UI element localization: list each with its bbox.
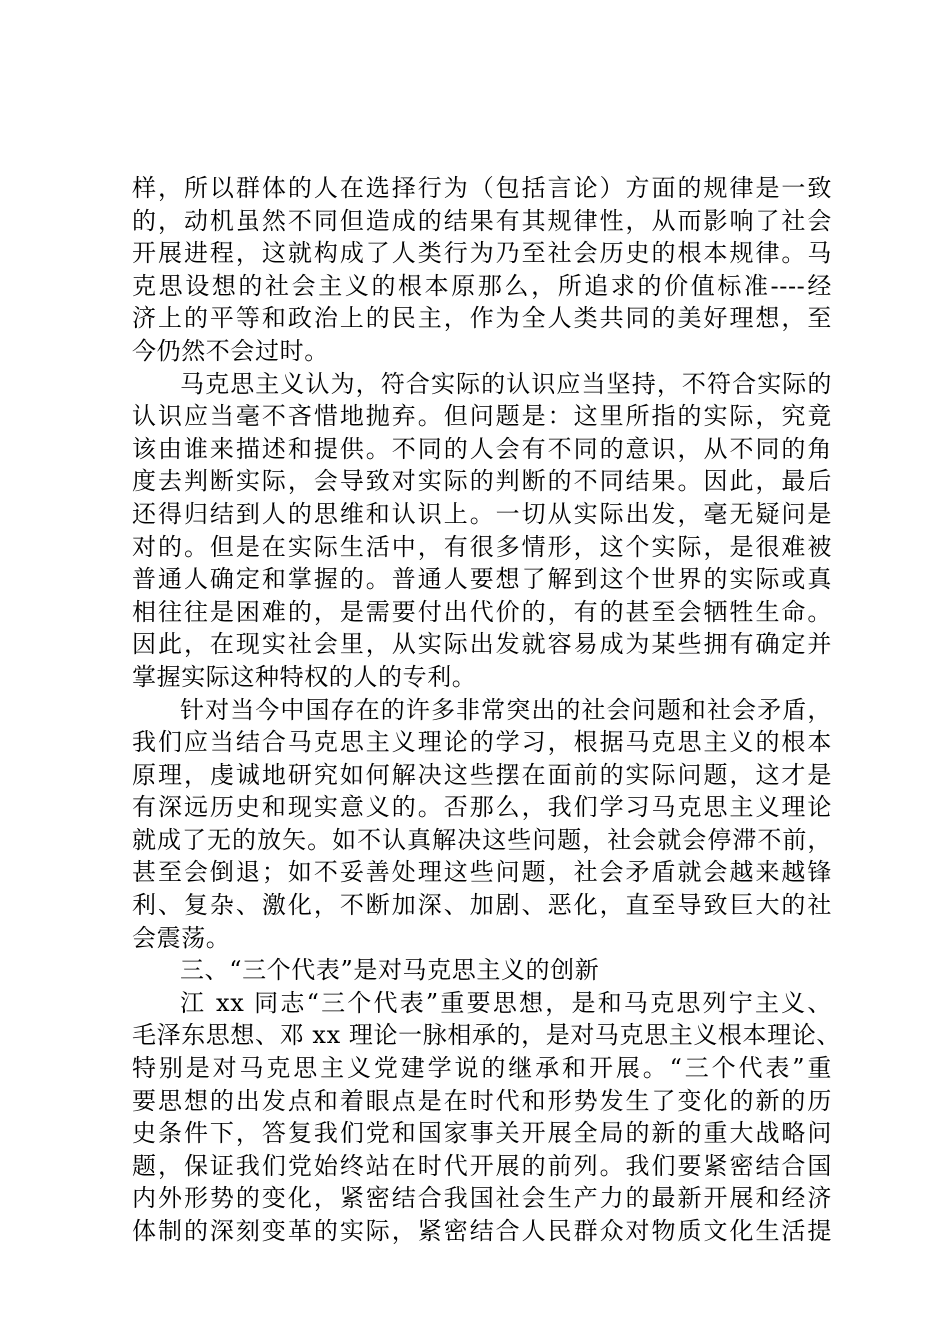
- text-line: 毛泽东思想、邓 xx 理论一脉相承的，是对马克思主义根本理论、: [132, 1021, 841, 1050]
- text-line: 马克思主义认为，符合实际的认识应当坚持，不符合实际的: [180, 369, 832, 398]
- text-line: 要思想的出发点和着眼点是在时代和形势发生了变化的新的历: [132, 1086, 832, 1115]
- text-line: 度去判断实际，会导致对实际的判断的不同结果。因此，最后: [132, 467, 832, 496]
- text-line: 就成了无的放矢。如不认真解决这些问题，社会就会停滞不前，: [132, 825, 832, 854]
- text-line: 有深远历史和现实意义的。否那么，我们学习马克思主义理论: [132, 793, 832, 822]
- text-line: 会震荡。: [132, 923, 231, 952]
- text-line: 因此，在现实社会里，从实际出发就容易成为某些拥有确定并: [132, 630, 832, 659]
- text-line: 的，动机虽然不同但造成的结果有其规律性，从而影响了社会: [132, 206, 832, 235]
- document-page: [132, 172, 841, 1248]
- text-line: 相往往是困难的，是需要付出代价的，有的甚至会牺牲生命。: [132, 597, 832, 626]
- text-line: 我们应当结合马克思主义理论的学习，根据马克思主义的根本: [132, 728, 832, 757]
- text-line: 掌握实际这种特权的人的专利。: [132, 662, 477, 691]
- text-line: 原理，虔诚地研究如何解决这些摆在面前的实际问题，这才是: [132, 760, 832, 789]
- text-line: 史条件下，答复我们党和国家事关开展全局的新的重大战略问: [132, 1119, 832, 1148]
- text-line: 对的。但是在实际生活中，有很多情形，这个实际，是很难被: [132, 532, 832, 561]
- text-line: 还得归结到人的思维和认识上。一切从实际出发，毫无疑问是: [132, 499, 832, 528]
- text-line: 体制的深刻变革的实际，紧密结合人民群众对物质文化生活提: [132, 1217, 832, 1245]
- text-line: 克思设想的社会主义的根本原那么，所追求的价值标准----经: [132, 271, 832, 300]
- text-line: 题，保证我们党始终站在时代开展的前列。我们要紧密结合国: [132, 1151, 832, 1180]
- text-line: 甚至会倒退；如不妥善处理这些问题，社会矛盾就会越来越锋: [132, 858, 832, 887]
- text-line: 江 xx 同志“三个代表”重要思想，是和马克思列宁主义、: [180, 988, 832, 1017]
- text-line: 特别是对马克思主义党建学说的继承和开展。“三个代表”重: [132, 1054, 832, 1083]
- text-line: 样，所以群体的人在选择行为（包括言论）方面的规律是一致: [132, 174, 832, 202]
- text-line: 认识应当毫不吝惜地抛弃。但问题是：这里所指的实际，究竟: [132, 402, 832, 431]
- text-line: 利、复杂、激化，不断加深、加剧、恶化，直至导致巨大的社: [132, 891, 832, 920]
- text-line: 今仍然不会过时。: [132, 336, 329, 365]
- text-line: 三、“三个代表”是对马克思主义的创新: [180, 956, 600, 985]
- text-line: 内外形势的变化，紧密结合我国社会生产力的最新开展和经济: [132, 1184, 832, 1213]
- text-line: 针对当今中国存在的许多非常突出的社会问题和社会矛盾，: [180, 695, 832, 724]
- text-line: 普通人确定和掌握的。普通人要想了解到这个世界的实际或真: [132, 565, 832, 594]
- text-line: 该由谁来描述和提供。不同的人会有不同的意识，从不同的角: [132, 434, 832, 463]
- text-line: 开展进程，这就构成了人类行为乃至社会历史的根本规律。马: [132, 239, 832, 268]
- text-line: 济上的平等和政治上的民主，作为全人类共同的美好理想，至: [132, 304, 832, 333]
